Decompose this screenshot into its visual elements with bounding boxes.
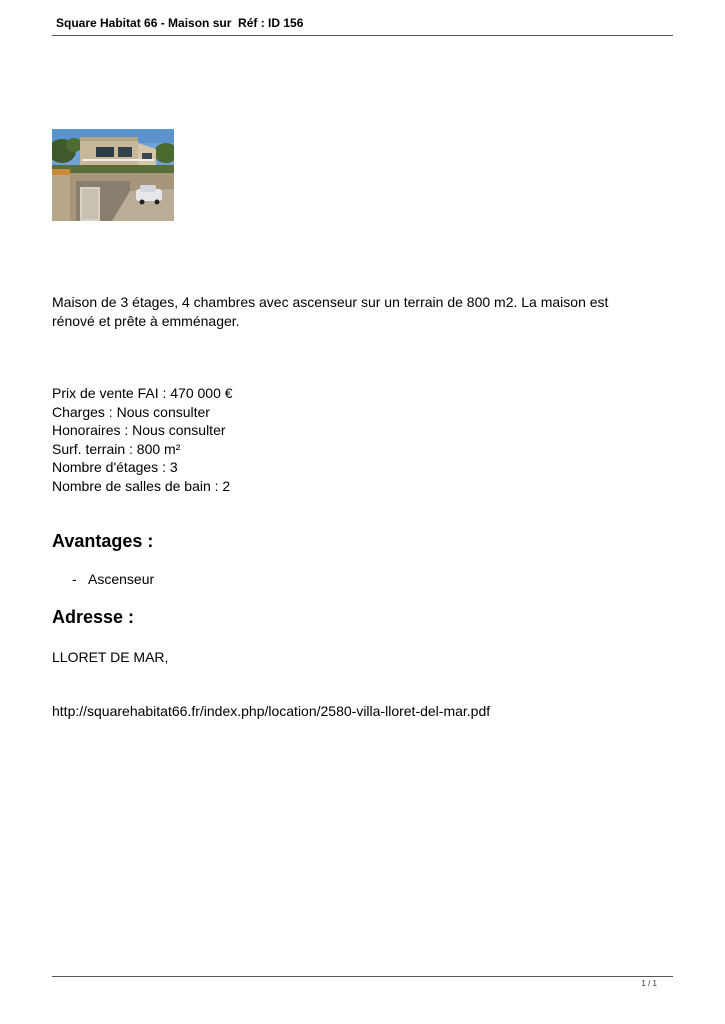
page-number: 1 / 1: [641, 979, 657, 988]
document-url: http://squarehabitat66.fr/index.php/location/2580-villa-lloret-del-mar.pdf: [52, 703, 491, 719]
list-dash: -: [72, 571, 77, 587]
detail-charges: Charges : Nous consulter: [52, 403, 210, 420]
advantages-list: [72, 570, 154, 588]
detail-fees: Honoraires : Nous consulter: [52, 422, 226, 438]
advantages-heading: Avantages :: [52, 531, 154, 551]
property-details: [52, 384, 233, 495]
property-description: Maison de 3 étages, 4 chambres avec ascenseur sur un terrain de 800 m2. La maison est rénové et prête à emménager.: [52, 294, 609, 329]
house-photo: [52, 129, 174, 221]
header-divider: [52, 35, 673, 36]
list-item: [72, 570, 154, 588]
page-header-title: Square Habitat 66 - Maison sur Réf : ID 156: [56, 16, 304, 30]
detail-land-area: Surf. terrain : 800 m²: [52, 440, 181, 457]
detail-price: Prix de vente FAI : 470 000 €: [52, 385, 233, 401]
footer-divider: [52, 976, 673, 977]
detail-floors: Nombre d'étages : 3: [52, 459, 178, 475]
advantage-label: Ascenseur: [88, 571, 155, 587]
detail-bathrooms: Nombre de salles de bain : 2: [52, 477, 231, 494]
address-heading: Adresse :: [52, 607, 135, 627]
address-value: LLORET DE MAR,: [52, 649, 169, 665]
